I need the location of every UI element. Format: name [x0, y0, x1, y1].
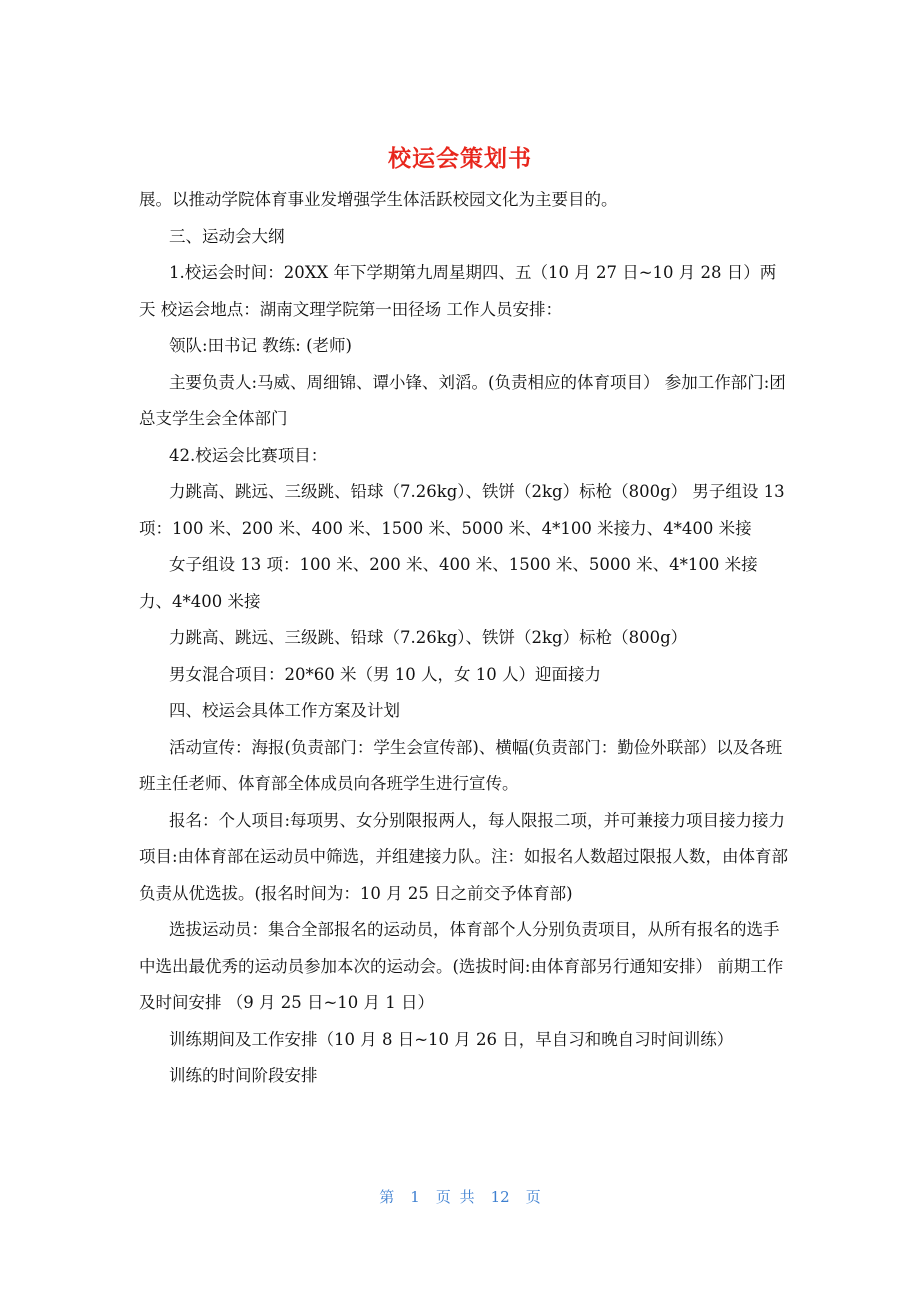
footer-label-end: 页: [525, 1188, 541, 1206]
footer-label-page: 第: [379, 1188, 395, 1206]
paragraph: [139, 1022, 789, 1059]
footer-total-pages: 12: [490, 1188, 510, 1206]
paragraph: [139, 219, 789, 256]
paragraph-text: 活动宣传：海报(负责部门：学生会宣传部)、横幅(负责部门：勤俭外联部）以及各班班主任老师、体育部全体成员向各班学生进行宣传。: [139, 737, 783, 793]
paragraph: [139, 547, 789, 620]
paragraph: [139, 474, 789, 547]
paragraph-text: 力跳高、跳远、三级跳、铅球（7.26kg）、铁饼（2kg）标枪（800g）: [169, 628, 688, 647]
paragraph-text: 四、校运会具体工作方案及计划: [169, 701, 400, 720]
paragraph: [139, 730, 789, 803]
document-title: 校运会策划书: [388, 146, 532, 172]
paragraph: [139, 912, 789, 1022]
paragraph: [139, 693, 789, 730]
page-footer: [0, 1186, 920, 1207]
paragraph-text: 选拔运动员：集合全部报名的运动员，体育部个人分别负责项目，从所有报名的选手中选出最优秀的运动员参加本次的运动会。(选拔时间:由体育部另行通知安排） 前期工作及时间安排 （9 月 25 日~10 月 1 日）: [139, 920, 784, 1012]
paragraph: [139, 328, 789, 365]
paragraph: [139, 438, 789, 475]
paragraph: [139, 365, 789, 438]
paragraph: [139, 255, 789, 328]
paragraph-text: 展。以推动学院体育事业发增强学生体活跃校园文化为主要目的。: [139, 190, 618, 209]
paragraph: [139, 1058, 789, 1095]
paragraph-text: 女子组设 13 项：100 米、200 米、400 米、1500 米、5000 米、4*100 米接力、4*400 米接: [139, 555, 758, 611]
footer-label-total: 页 共: [435, 1188, 475, 1206]
paragraph-text: 训练期间及工作安排（10 月 8 日~10 月 26 日，早自习和晚自习时间训练）: [169, 1029, 734, 1049]
footer-current-page: 1: [410, 1188, 420, 1206]
paragraph-text: 三、运动会大纲: [169, 226, 285, 246]
paragraph-text: 报名：个人项目:每项男、女分别限报两人，每人限报二项，并可兼接力项目接力接力项目:由体育部在运动员中筛选，并组建接力队。注：如报名人数超过限报人数，由体育部负责从优选拔。(报名时间为：10 月 25 日之前交予体育部): [139, 810, 789, 903]
paragraph-text: 42.校运会比赛项目：: [169, 445, 328, 465]
paragraph: [139, 182, 789, 219]
document-body: [139, 182, 789, 1095]
paragraph-text: 主要负责人:马威、周细锦、谭小锋、刘滔。(负责相应的体育项目） 参加工作部门:团总支学生会全体部门: [139, 372, 786, 428]
paragraph-text: 训练的时间阶段安排: [169, 1066, 318, 1085]
paragraph-text: 1.校运会时间：20XX 年下学期第九周星期四、五（10 月 27 日~10 月 28 日）两天 校运会地点：湖南文理学院第一田径场 工作人员安排：: [139, 263, 777, 319]
paragraph-text: 男女混合项目：20*60 米（男 10 人，女 10 人）迎面接力: [169, 664, 601, 684]
paragraph: [139, 657, 789, 694]
paragraph-text: 领队:田书记 教练: (老师): [169, 336, 352, 355]
paragraph: [139, 803, 789, 913]
paragraph-text: 力跳高、跳远、三级跳、铅球（7.26kg）、铁饼（2kg）标枪（800g） 男子组设 13 项：100 米、200 米、400 米、1500 米、5000 米、4*100 米接力、4*400 米接: [139, 482, 785, 538]
paragraph: [139, 620, 789, 657]
